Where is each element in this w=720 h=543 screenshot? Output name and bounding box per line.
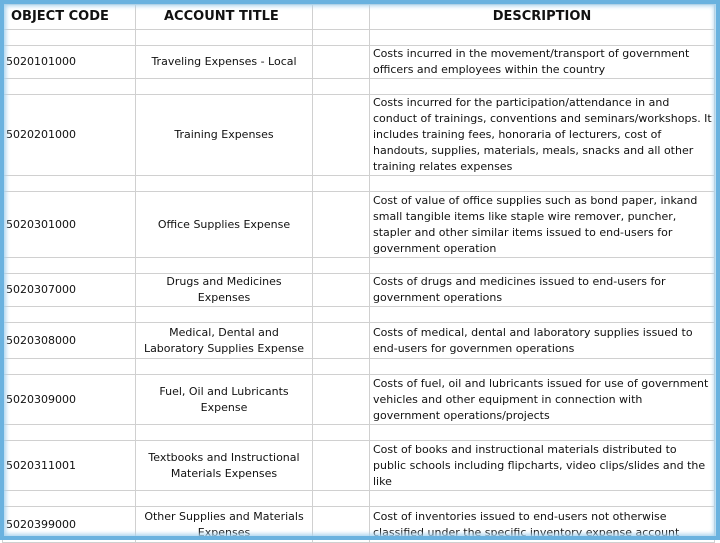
account-title-cell: Training Expenses [136, 95, 313, 176]
description-cell: Costs of drugs and medicines issued to end-users for government operations [370, 274, 715, 307]
account-title-cell: Medical, Dental and Laboratory Supplies Expense [136, 323, 313, 359]
table-row [3, 323, 715, 359]
object-code-cell: 5020309000 [3, 375, 136, 425]
table-row [3, 192, 715, 258]
object-code-cell: 5020311001 [3, 441, 136, 491]
account-title-cell: Traveling Expenses - Local [136, 46, 313, 79]
header-blank-cell [313, 5, 370, 30]
description-cell: Costs incurred in the movement/transport of government officers and employees within the country [370, 46, 715, 79]
account-title-cell: Other Supplies and Materials Expenses [136, 507, 313, 543]
object-code-cell: 5020201000 [3, 95, 136, 176]
table-row [3, 507, 715, 543]
description-cell: Cost of value of office supplies such as bond paper, inkand small tangible items like staple wire remover, puncher, stapler and other similar items issued to end-users for government operation [370, 192, 715, 258]
description-cell: Costs incurred for the participation/attendance in and conduct of trainings, conventions and seminars/workshops. It includes training fees, honoraria of lecturers, cost of handouts, supplies, materials, meals, snacks and all other training relates expenses [370, 95, 715, 176]
table-row [3, 46, 715, 79]
account-title-cell: Office Supplies Expense [136, 192, 313, 258]
description-cell: Cost of books and instructional materials distributed to public schools including flipcharts, video clips/slides and the like [370, 441, 715, 491]
object-code-cell: 5020399000 [3, 507, 136, 543]
expense-accounts-table [2, 4, 715, 543]
description-cell: Costs of medical, dental and laboratory supplies issued to end-users for governmen operations [370, 323, 715, 359]
description-cell: Costs of fuel, oil and lubricants issued for use of government vehicles and other equipment in connection with government operations/projects [370, 375, 715, 425]
object-code-cell: 5020308000 [3, 323, 136, 359]
account-title-cell: Drugs and Medicines Expenses [136, 274, 313, 307]
table-row [3, 375, 715, 425]
header-object-code: OBJECT CODE [3, 5, 136, 30]
description-cell: Cost of inventories issued to end-users not otherwise classified under the specific inventory expense account [370, 507, 715, 543]
object-code-cell: 5020307000 [3, 274, 136, 307]
account-title-cell: Textbooks and Instructional Materials Expenses [136, 441, 313, 491]
header-account-title: ACCOUNT TITLE [136, 5, 313, 30]
table-row [3, 274, 715, 307]
table-row [3, 441, 715, 491]
table-row [3, 95, 715, 176]
account-title-cell: Fuel, Oil and Lubricants Expense [136, 375, 313, 425]
table-header-row [3, 5, 715, 30]
object-code-cell: 5020301000 [3, 192, 136, 258]
header-description: DESCRIPTION [370, 5, 715, 30]
object-code-cell: 5020101000 [3, 46, 136, 79]
